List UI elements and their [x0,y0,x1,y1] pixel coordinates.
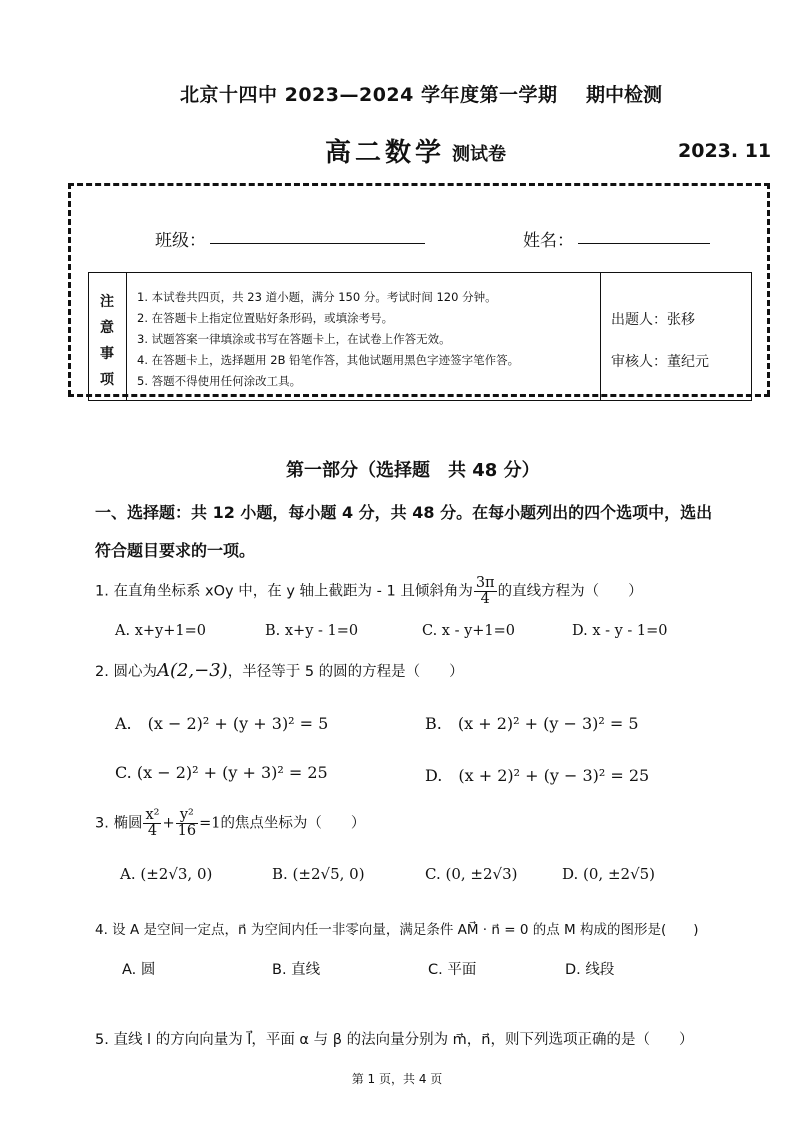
question-3-option-b[interactable]: B. (±2√5, 0) [272,865,365,883]
class-field[interactable] [210,243,425,244]
question-2 [95,660,464,681]
question-2-option-c[interactable]: C. (x − 2)² + (y + 3)² = 25 [115,763,328,782]
reviewer-text: 审核人：董纪元 [611,354,709,370]
question-2-option-a[interactable]: A. (x − 2)² + (y + 3)² = 5 [115,714,329,733]
question-2-option-d[interactable]: D. (x + 2)² + (y − 3)² = 25 [425,766,650,785]
question-2-center: A(2,−3) [156,660,228,681]
question-2-stem-b: ，半径等于 5 的圆的方程是（ ） [227,664,464,680]
question-1-option-d[interactable]: D. x - y - 1=0 [572,623,668,639]
question-4-stem: 4. 设 A 是空间一定点，n⃗ 为空间内任一非零向量，满足条件 AM⃗ · n⃗ = 0 的点 M 构成的图形是( ) [95,922,699,938]
fraction-denominator: 4 [147,823,158,840]
question-1-fraction [474,576,497,607]
notice-heading-char: 注 [100,294,114,310]
fraction-numerator: 3π [475,575,495,591]
question-1-option-b[interactable]: B. x+y - 1=0 [265,623,359,639]
question-4-option-c[interactable]: C. 平面 [428,962,477,978]
page-footer: 第 1 页，共 4 页 [351,1072,443,1086]
notice-heading-char: 意 [100,320,114,336]
notice-heading-char: 事 [100,346,114,362]
question-3-plus: + [162,815,175,832]
notice-heading [89,273,127,400]
question-3-fraction-y [176,808,198,839]
question-4-option-a[interactable]: A. 圆 [122,962,156,978]
question-1-option-a[interactable]: A. x+y+1=0 [115,623,206,639]
notice-item: 2. 在答题卡上指定位置贴好条形码，或填涂考号。 [137,311,394,325]
notice-item: 1. 本试卷共四页，共 23 道小题，满分 150 分。考试时间 120 分钟。 [137,290,497,304]
part1-instruction-line2: 符合题目要求的一项。 [95,541,256,560]
question-3-option-c[interactable]: C. (0, ±2√3) [425,865,518,883]
fraction-denominator: 16 [177,823,197,840]
question-1-option-c[interactable]: C. x - y+1=0 [422,623,516,639]
notice-item: 5. 答题不得使用任何涂改工具。 [137,374,302,388]
question-3-stem-b: 的焦点坐标为（ ） [220,815,366,832]
question-2-option-b[interactable]: B. (x + 2)² + (y − 3)² = 5 [425,714,639,733]
notice-table [88,272,752,401]
question-4-option-b[interactable]: B. 直线 [272,962,321,978]
question-1 [95,576,643,607]
name-field[interactable] [578,243,710,244]
exam-type: 期中检测 [586,84,663,106]
subject-title: 高二数学 [325,138,446,168]
notice-items [127,273,601,400]
name-label: 姓名： [523,231,574,251]
question-3-option-a[interactable]: A. (±2√3, 0) [120,865,213,883]
part1-instruction-line1: 一、选择题：共 12 小题，每小题 4 分，共 48 分。在每小题列出的四个选项中，选出 [95,503,713,522]
question-3-stem-a: 3. 椭圆 [95,815,143,832]
question-3 [95,808,365,839]
fraction-numerator: x² [145,807,160,823]
question-3-fraction-x [143,808,161,839]
question-5-stem: 5. 直线 l 的方向向量为 l⃗，平面 α 与 β 的法向量分别为 m⃗，n⃗，则下列选项正确的是（ ） [95,1032,694,1048]
part1-title: 第一部分（选择题 共 48 分） [286,460,540,481]
fraction-denominator: 4 [480,591,490,608]
class-label: 班级： [155,231,206,251]
notice-heading-char: 项 [100,372,114,388]
question-3-option-d[interactable]: D. (0, ±2√5) [562,865,656,883]
author-text: 出题人：张移 [611,312,695,328]
question-1-stem-a: 1. 在直角坐标系 xOy 中，在 y 轴上截距为 - 1 且倾斜角为 [95,583,473,600]
subject-suffix: 测试卷 [452,144,506,165]
notice-item: 3. 试题答案一律填涂或书写在答题卡上，在试卷上作答无效。 [137,332,451,346]
question-4-option-d[interactable]: D. 线段 [565,962,615,978]
exam-title: 北京十四中 2023—2024 学年度第一学期 [180,84,558,106]
notice-item: 4. 在答题卡上，选择题用 2B 铅笔作答，其他试题用黑色字迹签字笔作答。 [137,353,520,367]
staff-cell [601,273,751,400]
question-3-equals: =1 [199,815,221,832]
exam-date: 2023. 11 [678,140,772,162]
fraction-numerator: y² [176,808,198,824]
question-2-stem-a: 2. 圆心为 [95,664,157,680]
question-1-stem-b: 的直线方程为（ ） [497,583,643,600]
